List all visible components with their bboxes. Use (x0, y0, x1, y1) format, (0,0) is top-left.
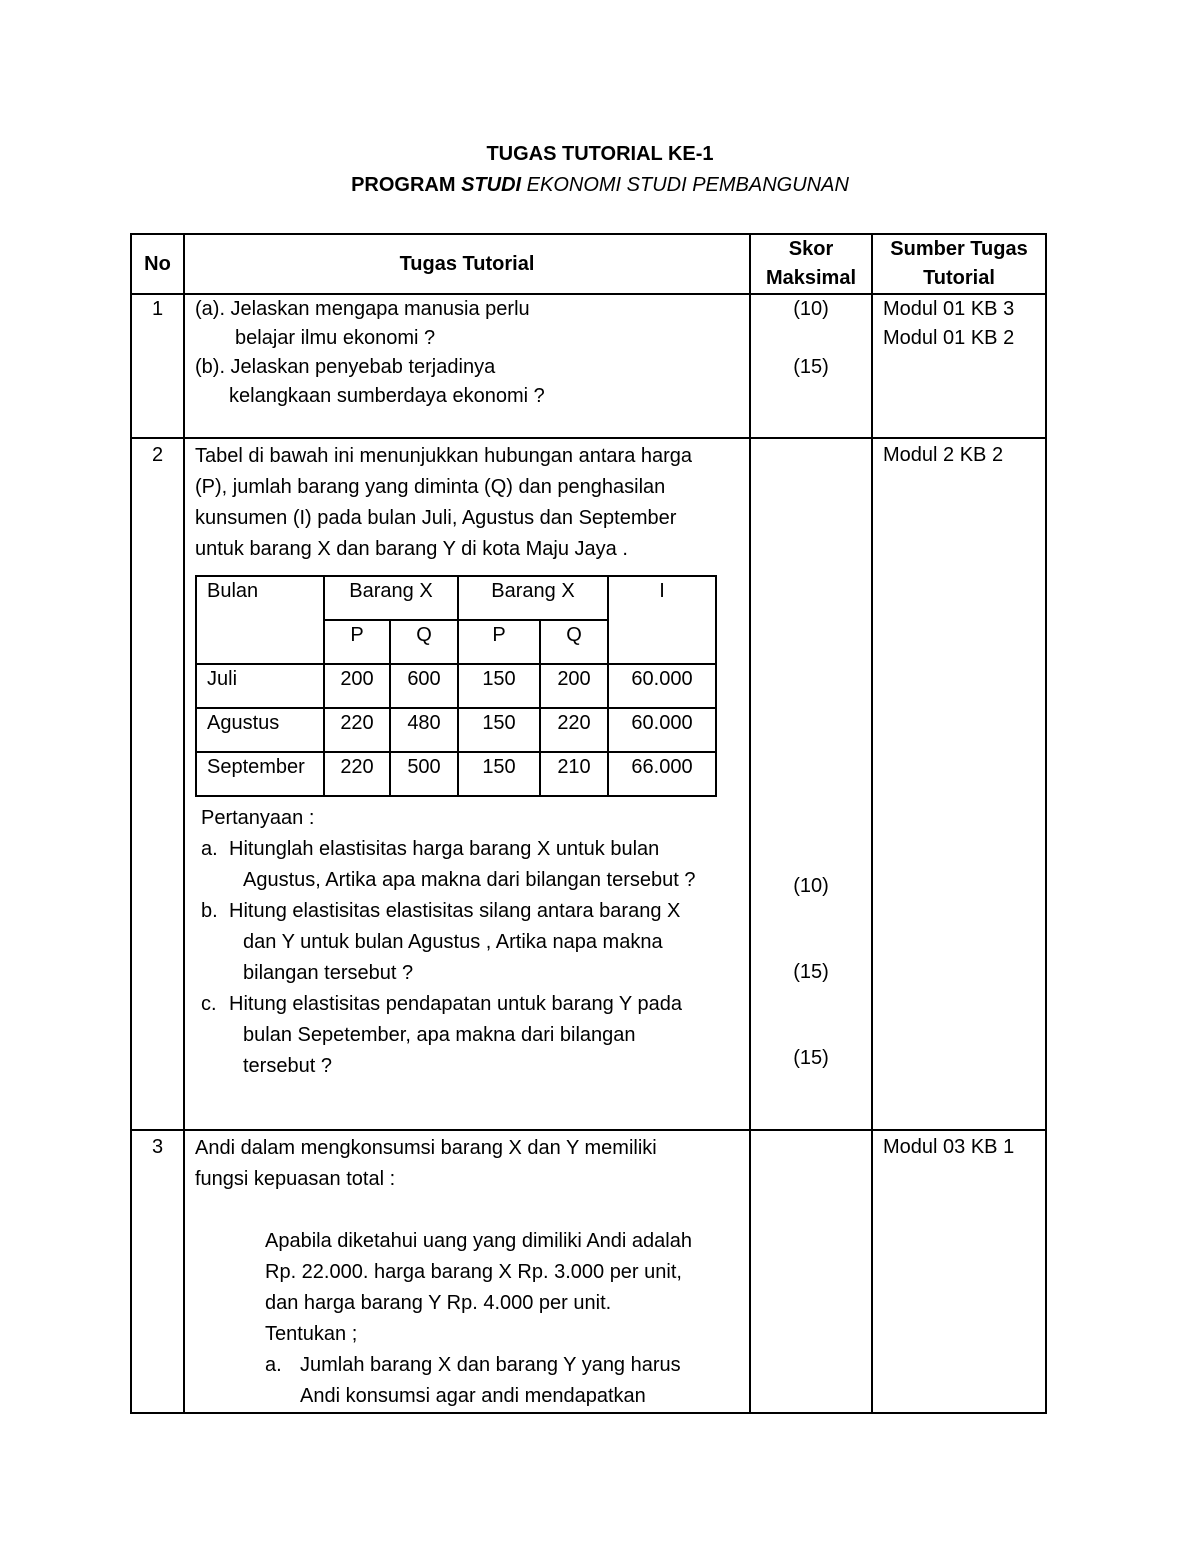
question-a-label: a. (201, 838, 218, 860)
inner-cell-p1: 220 (324, 708, 390, 752)
document-subtitle (0, 174, 1200, 197)
row3-intro-2: fungsi kepuasan total : (195, 1168, 396, 1190)
tutorial-table (130, 233, 1047, 1414)
row2-task (184, 438, 750, 1130)
row3-question-a-label: a. (265, 1354, 282, 1376)
header-skor (750, 234, 872, 294)
inner-cell-i: 60.000 (608, 664, 716, 708)
question-b-line1: Hitung elastisitas elastisitas silang antara barang X (229, 900, 681, 922)
inner-cell-p2: 150 (458, 708, 540, 752)
question-b-label: b. (201, 900, 218, 922)
question-c-line3: tersebut ? (243, 1055, 332, 1077)
row1-sumber-2: Modul 01 KB 2 (883, 327, 1015, 349)
inner-cell-p1: 220 (324, 752, 390, 796)
row3-p-3: dan harga barang Y Rp. 4.000 per unit. (265, 1292, 612, 1314)
row2-question-c (195, 989, 739, 1020)
row1-b-line1: (b). Jelaskan penyebab terjadinya (195, 356, 496, 378)
row3-sumber (872, 1130, 1046, 1413)
row1-skor-a: (10) (793, 298, 829, 320)
row1-sumber (872, 294, 1046, 438)
subtitle-rest: EKONOMI STUDI PEMBANGUNAN (526, 174, 849, 196)
row2-sumber (872, 438, 1046, 1130)
inner-cell-q1: 480 (390, 708, 458, 752)
inner-header-i: I (608, 576, 716, 664)
inner-cell-q1: 500 (390, 752, 458, 796)
question-c-line2: bulan Sepetember, apa makna dari bilangan (243, 1024, 636, 1046)
row3-question-a-line1: Jumlah barang X dan barang Y yang harus (300, 1354, 681, 1376)
row1-sumber-1: Modul 01 KB 3 (883, 298, 1015, 320)
inner-cell-q2: 210 (540, 752, 608, 796)
row2-sumber-1: Modul 2 KB 2 (883, 444, 1004, 466)
header-sumber-line1: Sumber Tugas (890, 238, 1028, 260)
row2-question-a (195, 834, 739, 865)
question-a-line2: Agustus, Artika apa makna dari bilangan tersebut ? (243, 869, 696, 891)
inner-header-q2: Q (540, 620, 608, 664)
row1-a-line1: (a). Jelaskan mengapa manusia perlu (195, 298, 530, 320)
row2-intro-4: untuk barang X dan barang Y di kota Maju Jaya . (195, 538, 628, 560)
inner-header-q1: Q (390, 620, 458, 664)
row3-p-1: Apabila diketahui uang yang dimiliki Andi adalah (265, 1230, 692, 1252)
inner-header-barang-2: Barang X (458, 576, 608, 620)
inner-cell-bulan: September (196, 752, 324, 796)
question-b-line2: dan Y untuk bulan Agustus , Artika napa makna (243, 931, 663, 953)
header-sumber (872, 234, 1046, 294)
header-tugas: Tugas Tutorial (184, 234, 750, 294)
inner-cell-bulan: Agustus (196, 708, 324, 752)
row3-skor (750, 1130, 872, 1413)
question-c-line1: Hitung elastisitas pendapatan untuk barang Y pada (229, 993, 682, 1015)
table-row-2 (131, 438, 1046, 1130)
header-skor-line1: Skor (788, 238, 834, 260)
inner-cell-p2: 150 (458, 664, 540, 708)
subtitle-program: PROGRAM (351, 174, 462, 196)
row2-no: 2 (131, 438, 184, 1130)
row2-pertanyaan: Pertanyaan : (201, 807, 315, 829)
row3-p-4: Tentukan ; (265, 1323, 358, 1345)
row3-question-a (195, 1350, 739, 1381)
question-c-label: c. (201, 993, 217, 1015)
row1-skor (750, 294, 872, 438)
header-sumber-line2: Tutorial (923, 267, 995, 289)
row2-skor-a: (10) (793, 875, 829, 897)
document-title: TUGAS TUTORIAL KE-1 (486, 143, 714, 165)
inner-cell-q2: 200 (540, 664, 608, 708)
row1-task (184, 294, 750, 438)
row3-question-a-line2: Andi konsumsi agar andi mendapatkan (300, 1385, 646, 1407)
inner-cell-bulan: Juli (196, 664, 324, 708)
table-row-3 (131, 1130, 1046, 1413)
header-no: No (131, 234, 184, 294)
inner-header-bulan: Bulan (196, 576, 324, 664)
inner-header-barang-1: Barang X (324, 576, 458, 620)
row3-task (184, 1130, 750, 1413)
question-a-line1: Hitunglah elastisitas harga barang X untuk bulan (229, 838, 660, 860)
row3-no: 3 (131, 1130, 184, 1413)
row3-p-2: Rp. 22.000. harga barang X Rp. 3.000 per unit, (265, 1261, 682, 1283)
inner-cell-i: 66.000 (608, 752, 716, 796)
row2-intro-2: (P), jumlah barang yang diminta (Q) dan penghasilan (195, 476, 666, 498)
row1-skor-b: (15) (793, 356, 829, 378)
row3-intro-1: Andi dalam mengkonsumsi barang X dan Y memiliki (195, 1137, 657, 1159)
row2-skor-c: (15) (793, 1047, 829, 1069)
inner-row (196, 752, 716, 796)
question-b-line3: bilangan tersebut ? (243, 962, 414, 984)
row2-question-b (195, 896, 739, 927)
row1-b-line2: kelangkaan sumberdaya ekonomi ? (229, 385, 545, 407)
inner-header-p2: P (458, 620, 540, 664)
inner-cell-q1: 600 (390, 664, 458, 708)
inner-cell-i: 60.000 (608, 708, 716, 752)
inner-row (196, 664, 716, 708)
inner-cell-q2: 220 (540, 708, 608, 752)
header-skor-line2: Maksimal (765, 267, 857, 289)
inner-row (196, 708, 716, 752)
row2-intro-3: kunsumen (I) pada bulan Juli, Agustus dan September (195, 507, 677, 529)
row1-no: 1 (131, 294, 184, 438)
row2-intro-1: Tabel di bawah ini menunjukkan hubungan antara harga (195, 445, 693, 467)
header-row (131, 234, 1046, 294)
table-row-1 (131, 294, 1046, 438)
row2-skor (750, 438, 872, 1130)
inner-cell-p2: 150 (458, 752, 540, 796)
inner-header-p1: P (324, 620, 390, 664)
inner-cell-p1: 200 (324, 664, 390, 708)
row1-a-line2: belajar ilmu ekonomi ? (235, 327, 436, 349)
row3-sumber-1: Modul 03 KB 1 (883, 1136, 1015, 1158)
price-data-table (195, 575, 717, 797)
row2-skor-b: (15) (793, 961, 829, 983)
inner-header-row (196, 576, 716, 620)
subtitle-studi: STUDI (461, 174, 527, 196)
